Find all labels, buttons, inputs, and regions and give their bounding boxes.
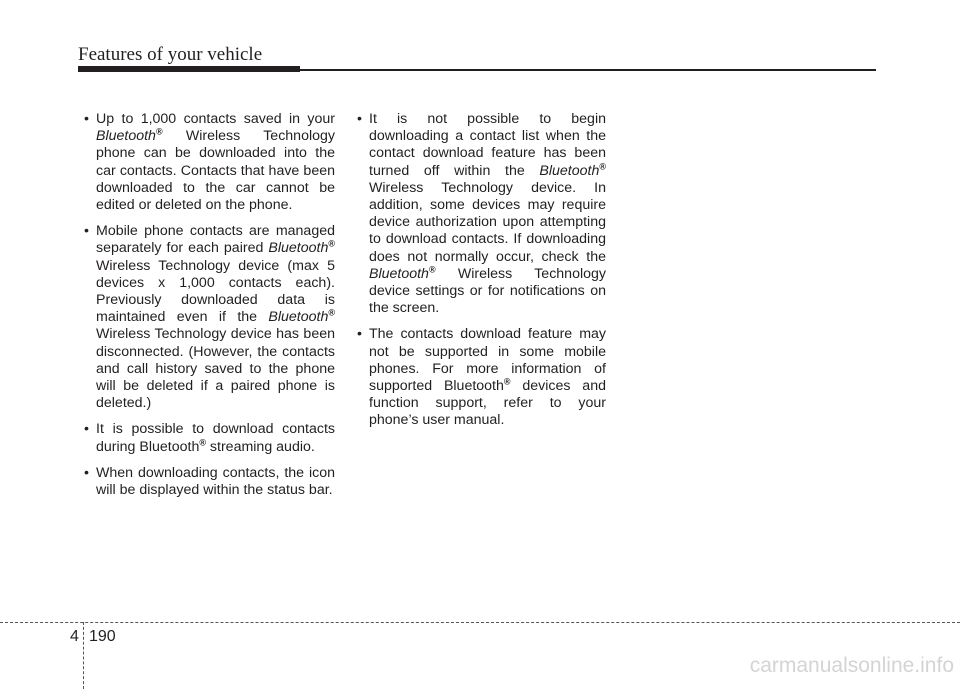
left-column xyxy=(79,111,335,508)
header-rule-thin xyxy=(300,69,876,71)
registered-mark: ® xyxy=(503,376,511,387)
left-bullet-1: • Up to 1,000 contacts saved in your Bluetooth® Wireless Technology phone can be downloaded into the car contacts. Contacts that have been downloaded to the car cannot be edited or deleted on the phone. xyxy=(79,111,335,214)
left-bullet-4: • When downloading contacts, the icon will be displayed within the status bar. xyxy=(79,465,335,499)
bluetooth-brand: Bluetooth xyxy=(539,162,600,179)
right-bullet-list xyxy=(352,111,606,430)
header-rule-thick xyxy=(78,66,300,72)
registered-mark: ® xyxy=(328,238,335,249)
bluetooth-brand: Bluetooth xyxy=(268,240,329,257)
left-bullet-list xyxy=(79,111,335,499)
bluetooth-brand: Bluetooth xyxy=(369,265,429,282)
page-header-title: Features of your vehicle xyxy=(78,44,263,65)
registered-mark: ® xyxy=(599,160,606,171)
page-number: 190 xyxy=(89,628,116,645)
left-bullet-2: • Mobile phone contacts are managed separately for each paired Bluetooth® Wireless Technology device (max 5 devices x 1,000 contacts each). Previously downloaded data is maintained even if the Bluetooth® Wireless Technology device has been disconnected. (However, the contacts and call history saved to the phone will be deleted if a paired phone is deleted.) xyxy=(79,223,335,412)
right-bullet-2: • The contacts download feature may not be supported in some mobile phones. For more information of supported Bluetooth® devices and function support, refer to your phone’s user manual. xyxy=(352,326,606,429)
bluetooth-brand: Bluetooth xyxy=(96,128,156,145)
footer-dashed-divider xyxy=(83,622,84,689)
registered-mark: ® xyxy=(428,264,436,275)
footer-dashed-rule xyxy=(0,622,960,623)
chapter-number: 4 xyxy=(70,628,79,645)
registered-mark: ® xyxy=(155,126,163,137)
bluetooth-brand: Bluetooth xyxy=(268,309,329,326)
right-bullet-1: • It is not possible to begin downloading a contact list when the contact download feature has been turned off within the Bluetooth® Wireless Technology device. In addition, some devices may require device authorization upon attempting to download contacts. If downloading does not normally occur, check the Bluetooth® Wireless Technology device settings or for notifications on the screen. xyxy=(352,111,606,317)
registered-mark: ® xyxy=(199,436,206,447)
watermark: carmanualsonline.info xyxy=(749,654,954,677)
right-column xyxy=(352,111,606,439)
left-bullet-3: • It is possible to download contacts during Bluetooth® streaming audio. xyxy=(79,421,335,455)
registered-mark: ® xyxy=(328,307,335,318)
